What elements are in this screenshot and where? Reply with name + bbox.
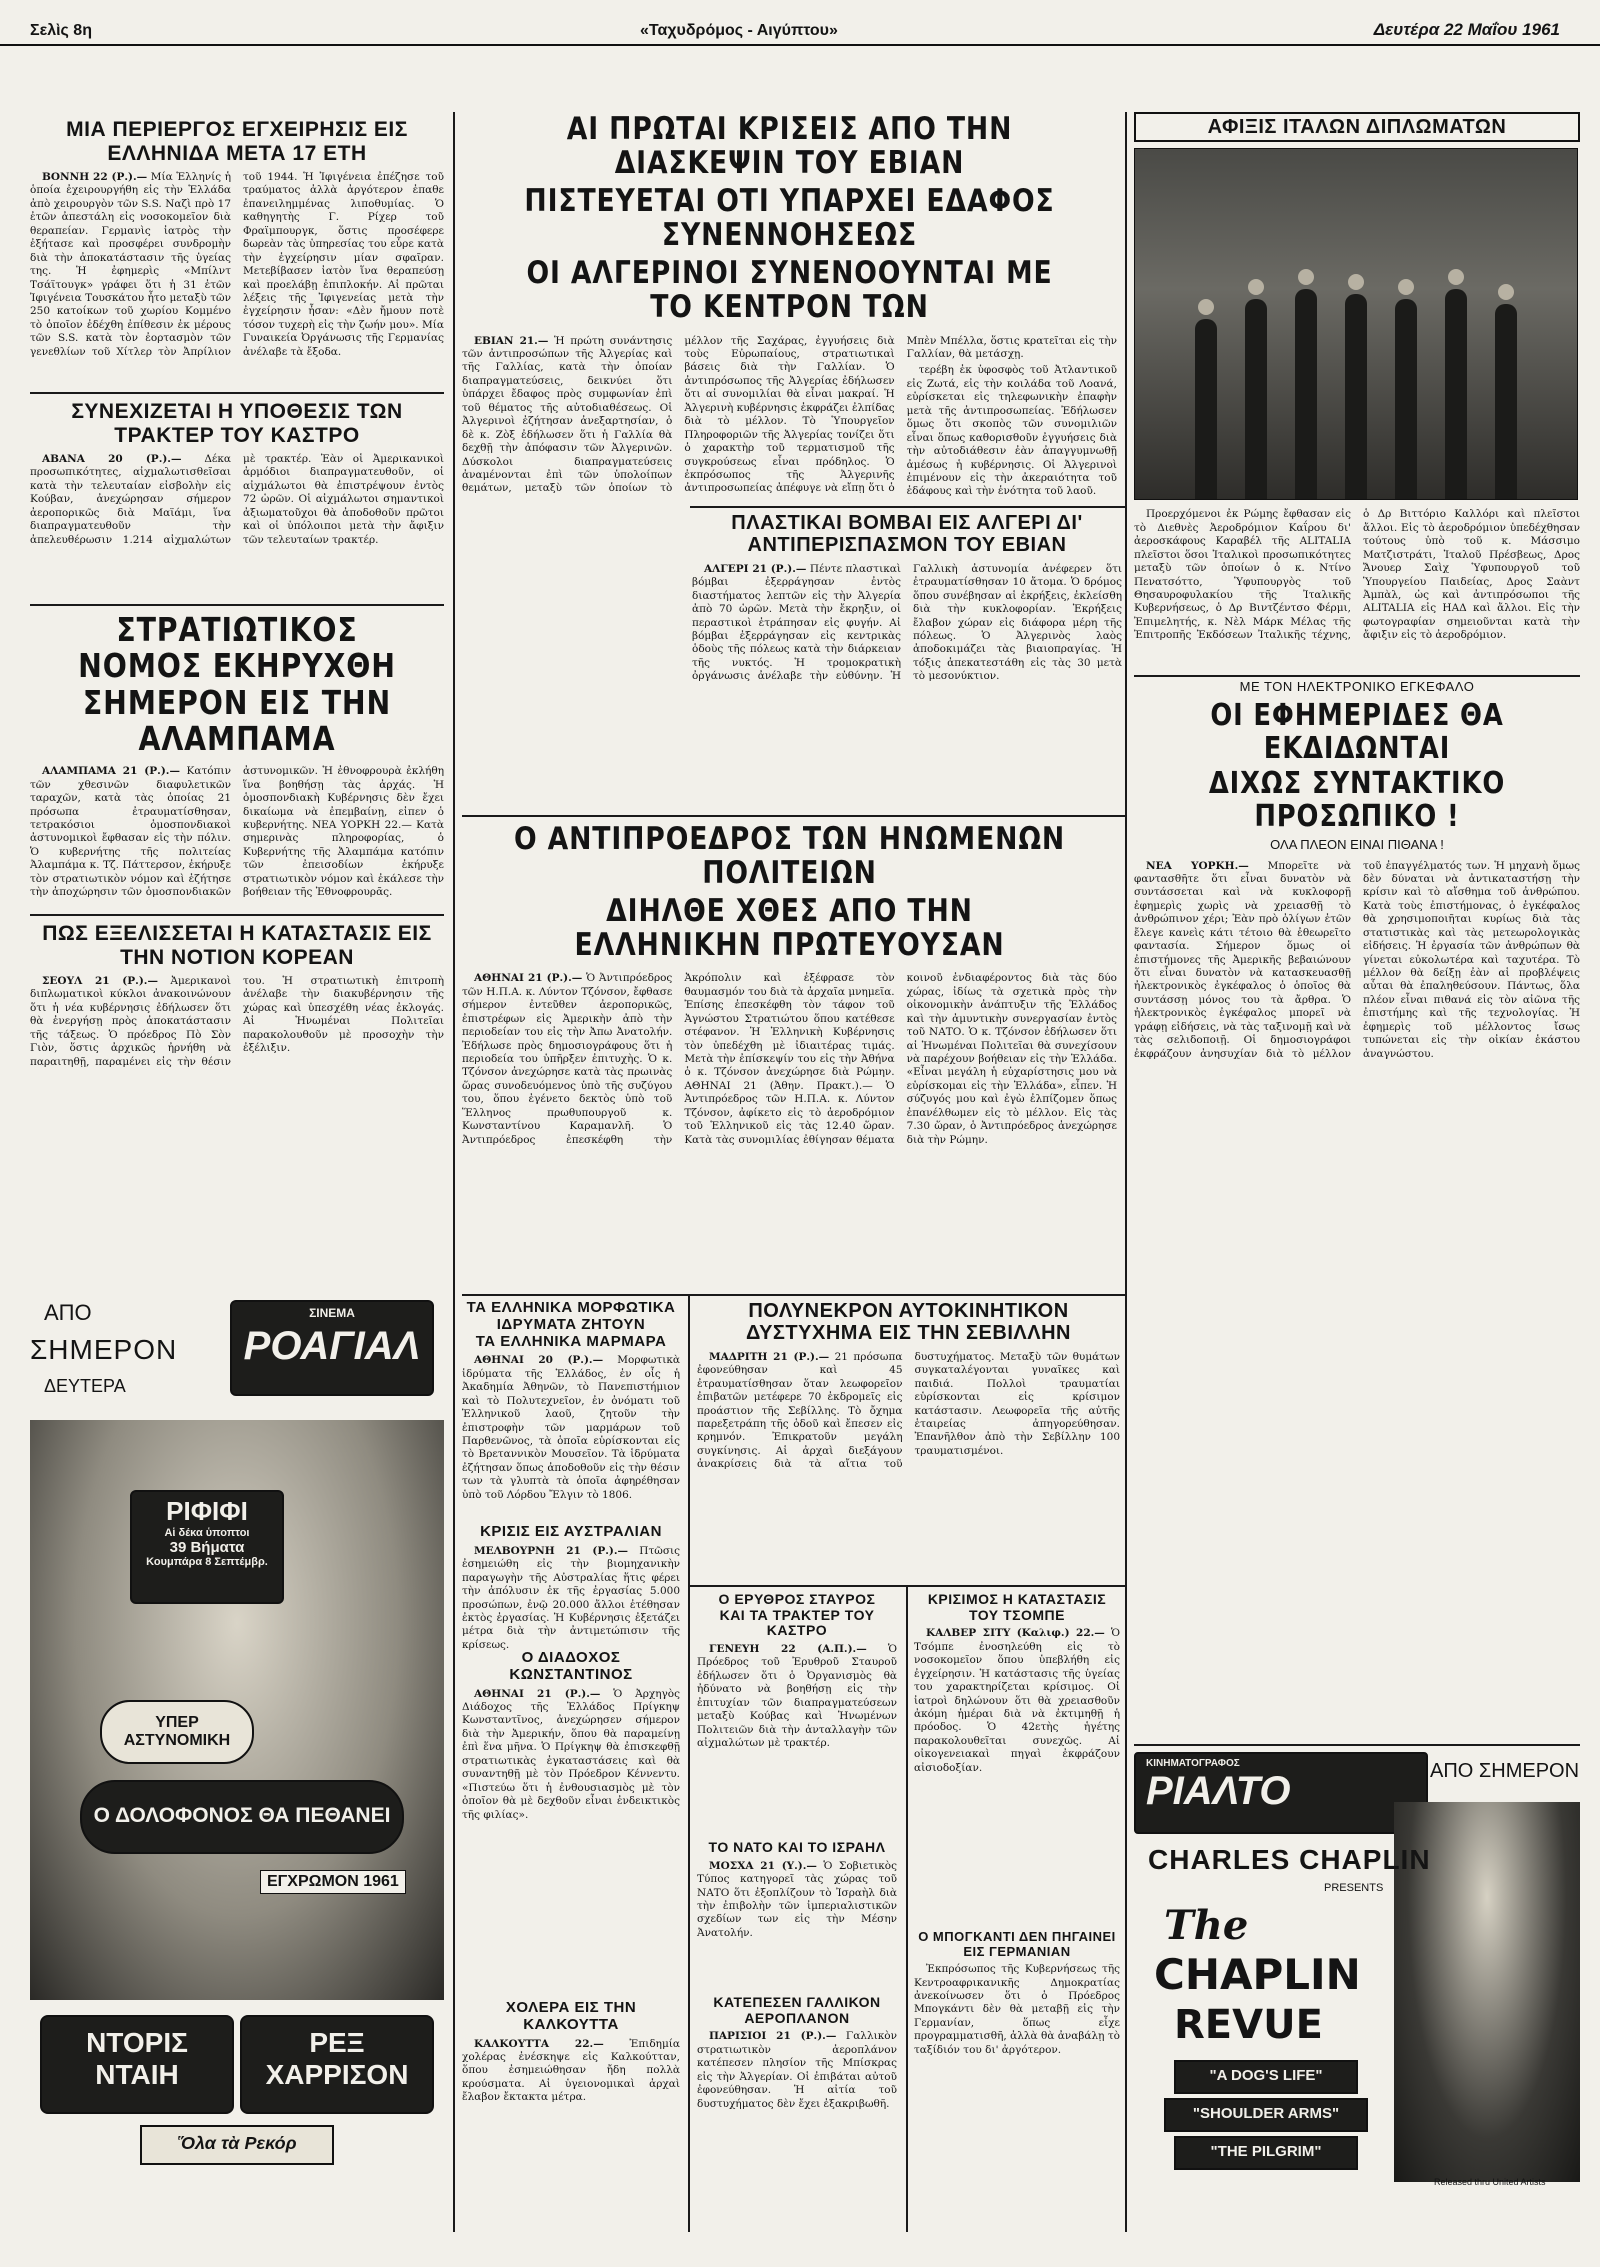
article-body: Ἀμερικανοὶ διπλωματικοὶ κύκλοι ἀνακοινώνουν ὅτι ἡ νέα κυβέρνησις ἐδήλωσεν ὅτι θὰ ἐνεργήσῃ πρὸς ἀποκατάστασιν τῆς τάξεως. Ὁ πρόεδρος Πὸ Σὸν Γιὸν, ὅστις ἀρχικῶς ἠρνήθη νὰ παραιτηθῇ, παραμένει εἰς τὴν θέσιν του. Ἡ στρατιωτικὴ ἐπιτροπὴ ἀνέλαβε τὴν διακυβέρνησιν τῆς χώρας καὶ ὑπεσχέθη νέας ἐκλογάς. Αἱ Ἡνωμέναι Πολιτεῖαι παρακολουθοῦν μὲ προσοχὴν τὴν ἐξέλιξιν.	[30, 975, 444, 1068]
dateline: ΚΑΛΚΟΥΤΤΑ 22.—	[474, 2037, 604, 2050]
dateline: ΓΕΝΕΥΗ 22 (Α.Π.).—	[709, 1643, 867, 1656]
star-rex-harrison	[240, 2015, 434, 2114]
film-police-box	[100, 1700, 254, 1764]
headline: ΠΩΣ ΕΞΕΛΙΣΣΕΤΑΙ Η ΚΑΤΑΣΤΑΣΙΣ ΕΙΣ ΤΗΝ ΝΟΤΙΟΝ ΚΟΡΕΑΝ	[42, 922, 432, 969]
article-tshombe	[914, 1592, 1120, 1922]
subheadline: ΤΟΥ ΤΣΟΜΠΕ	[969, 1606, 1065, 1623]
color-year: ΕΓΧΡΩΜΟΝ 1961	[260, 1870, 406, 1894]
article-bogandi	[914, 1930, 1120, 2200]
revue-title-chaplin: CHAPLIN	[1154, 1950, 1361, 1999]
dateline: ΜΕΛΒΟΥΡΝΗ 21 (Ρ.).—	[474, 1544, 629, 1557]
presents-label: PRESENTS	[1324, 1882, 1384, 1894]
section-rule	[462, 1294, 1125, 1296]
article-constantine	[462, 1650, 680, 1990]
film-title: Ο ΔΟΛΟΦΟΝΟΣ ΘΑ ΠΕΘΑΝΕΙ	[93, 1804, 391, 1827]
dateline: ΜΟΣΧΑ 21 (Υ.).—	[709, 1859, 817, 1872]
cinema-logo	[230, 1300, 434, 1396]
star-doris-day	[40, 2015, 234, 2114]
headline: ΑΦΙΞΙΣ ΙΤΑΛΩΝ ΔΙΠΛΩΜΑΤΩΝ	[1134, 112, 1580, 142]
cinema-tag: ΣΙΝΕΜΑ	[309, 1306, 355, 1320]
newspaper-name: «Ταχυδρόμος - Αιγύπτου»	[640, 22, 838, 39]
distributor-credit: Released thru United Artists	[1434, 2177, 1546, 2187]
ad-footer-text: Ὅλα τὰ Ρεκόρ	[177, 2133, 297, 2153]
subheadline: ΟΛΑ ΠΛΕΟΝ ΕΙΝΑΙ ΠΙΘΑΝΑ !	[1270, 836, 1444, 852]
article-korea	[30, 922, 444, 1192]
article-cholera	[462, 2000, 680, 2200]
article-body: Πέντε πλαστικαὶ βόμβαι ἐξερράγησαν ἐντὸς διαστήματος λεπτῶν εἰς τὴν Ἀλγερία ἀπὸ 70 ὡρῶν. Μετὰ τὴν ἔκρηξιν, οἱ περαστικοὶ ἐτράπησαν εἰς φυγήν. Αἱ βόμβαι ἐξερράγησαν εἰς κεντρικὰς ὁδοὺς τῆς πόλεως κατὰ τὴν διάρκειαν τῆς νυκτός. Ἡ τρομοκρατικὴ ὀργάνωσις ἀνέλαβε τὴν εὐθύνην. Ἡ Γαλλικὴ ἀστυνομία ἀνέφερεν ὅτι ἐτραυματίσθησαν 10 ἄτομα. Ὁ δρόμος ὅπου συνέβησαν αἱ ἐκρήξεις, ἐκλείσθη διὰ τὴν κυκλοφορίαν. Ἐκρήξεις ἔλαβον χώραν εἰς διάφορα μέρη τῆς πόλεως. Ὁ Ἀλγερινὸς λαὸς ἀποδοκιμάζει τὰς βιαιοπραγίας. Ἡ τόξις ἀπεκατεστάθη εἰς τὰς 30 μετὰ τὸ μεσονύκτιον.	[692, 562, 1122, 683]
film-shoulder-arms	[1164, 2098, 1368, 2132]
column-rule	[453, 112, 455, 2232]
presenter-name: CHARLES CHAPLIN	[1148, 1844, 1431, 1875]
film-title: ΡΙΦΙΦΙ	[166, 1496, 248, 1526]
cinema-ad-chaplin	[1134, 1752, 1580, 2202]
dateline: ΣΕΟΥΛ 21 (Ρ.).—	[42, 975, 158, 988]
dateline: ΝΕΑ ΥΟΡΚΗ.—	[1146, 859, 1249, 872]
headline: ΔΙΧΩΣ ΣΥΝΤΑΚΤΙΚΟ ΠΡΟΣΩΠΙΚΟ !	[1208, 765, 1506, 834]
article-body: Μπορεῖτε νὰ φαντασθῆτε ὅτι εἶναι δυνατὸν νὰ συντάσσεται καὶ νὰ κυκλοφορῇ ἐφημερὶς χωρὶς νὰ χρειασθῇ τὸ ἀνθρώπινον χέρι; Ἐὰν πρὸ ὀλίγων ἐτῶν ἔλεγε κανεὶς κάτι τέτοιο θὰ ἐθεωρεῖτο φαντασία. Σήμερον ὅμως οἱ ἐπιστήμονες τῆς Ἀμερικῆς βεβαιώνουν ὅτι εἶναι δυνατὸν νὰ κατασκευασθῇ ἠλεκτρονικὸς ἐγκέφαλος ὁ ὁποῖος θὰ συντάσσῃ μόνος του τὰ ἄρθρα. Ὁ ἠλεκτρονικὸς ἐγκέφαλος μπορεῖ νὰ γράφῃ εἰδήσεις, νὰ τὰς ταξινομῇ καὶ νὰ τὰς σελιδοποιῇ. Οἱ δημοσιογράφοι ἐκφράζουν ἀνησυχίαν διὰ τὸ μέλλον τοῦ ἐπαγγέλματός των. Ἡ μηχανὴ ὅμως δὲν δύναται νὰ ἀντικαταστήσῃ τὴν κρίσιν καὶ τὸ αἴσθημα τοῦ ἀνθρώπου. Κατὰ τοὺς ἐπιστήμονας, ὁ ἐγκέφαλος θὰ χρησιμοποιῆται κυρίως διὰ τὰς στατιστικὰς καὶ τὰς μετεωρολογικὰς εἰδήσεις. Ἡ ἐργασία τῶν ἀνθρώπων θὰ γίνεται εὐκολωτέρα καὶ ταχυτέρα. Τὸ μέλλον θὰ δείξῃ ἐὰν αἱ προβλέψεις αὗται θὰ ἐπαληθεύσουν. Πάντως, ὅλα πλέον εἶναι πιθανά εἰς τὸν αἰῶνα τῆς ἐπιστήμης καὶ τῆς τεχνολογίας. Ἡ ἐφημερὶς τοῦ μέλλοντος ἴσως τυπώνεται εἰς τὴν οἰκίαν ἑκάστου ἀναγνώστου.	[1134, 859, 1580, 1060]
article-body: Μορφωτικὰ ἱδρύματα τῆς Ἑλλάδος, ἐν οἷς ἡ Ἀκαδημία Ἀθηνῶν, τὸ Πανεπιστήμιον καὶ τὸ Πολυτεχνεῖον, ἐν ὀνόματι τοῦ Ἑλληνικοῦ λαοῦ, ζητοῦν τὴν ἐπιστροφὴν τῶν μαρμάρων τοῦ Παρθενῶνος, τὰ ὁποῖα εὑρίσκονται εἰς τὸ Βρεταννικὸν Μουσεῖον. Τὰ ἱδρύματα ἐζήτησαν ὅπως ἀποδοθοῦν εἰς τὴν θέσιν των τὰ γλυπτὰ τὰ ὁποῖα ἀφηρέθησαν ὑπὸ τοῦ Λόρδου Ἔλγιν τὸ 1806.	[462, 1354, 681, 1501]
headline: ΠΟΛΥΝΕΚΡΟΝ ΑΥΤΟΚΙΝΗΤΙΚΟΝ	[748, 1300, 1069, 1322]
diplomats-photo	[1134, 148, 1578, 500]
film-note: 39 Βήματα	[169, 1539, 245, 1556]
film-pilgrim	[1174, 2136, 1358, 2170]
section-rule	[30, 392, 444, 394]
dateline: ΑΘΗΝΑΙ 20 (Ρ.).—	[474, 1354, 604, 1367]
headline: ΤΑ ΕΛΛΗΝΙΚΑ ΜΑΡΜΑΡΑ	[475, 1332, 667, 1350]
star-name: ΡΕΞ ΧΑΡΡΙΣΟΝ	[265, 2027, 409, 2090]
issue-date: Δευτέρα 22 Μαΐου 1961	[1373, 20, 1560, 39]
article-alabama	[30, 612, 444, 912]
revue-title-revue: REVUE	[1174, 2002, 1323, 2048]
ad-day-label: ΔΕΥΤΕΡΑ	[44, 1376, 126, 1396]
page-number: Σελὶς 8η	[30, 22, 92, 39]
dateline: ΕΒΙΑΝ 21.—	[474, 334, 549, 347]
column-rule	[1125, 112, 1127, 2232]
masthead	[0, 20, 1600, 46]
headline: ΑΙ ΠΡΩΤΑΙ ΚΡΙΣΕΙΣ ΑΠΟ ΤΗΝ ΔΙΑΣΚΕΨΙΝ ΤΟΥ ΕΒΙΑΝ	[566, 111, 1013, 182]
film-title: "A DOG'S LIFE"	[1209, 2067, 1323, 2084]
cinema-tag: ΚΙΝΗΜΑΤΟΓΡΑΦΟΣ	[1146, 1758, 1240, 1769]
article-vice-president	[462, 822, 1117, 1292]
subheadline: ΚΑΙ ΤΑ ΤΡΑΚΤΕΡ ΤΟΥ ΚΑΣΤΡΟ	[719, 1606, 875, 1639]
film-title: ΥΠΕΡ ΑΣΤΥΝΟΜΙΚΗ	[123, 1714, 231, 1749]
article-greek-marble	[462, 1300, 680, 1520]
headline: ΤΑ ΕΛΛΗΝΙΚΑ ΜΟΡΦΩΤΙΚΑ	[466, 1299, 676, 1316]
headline: Ο ΑΝΤΙΠΡΟΕΔΡΟΣ ΤΩΝ ΗΝΩΜΕΝΩΝ ΠΟΛΙΤΕΙΩΝ	[513, 821, 1066, 892]
cinema-name: ΡΟΑΓΙΑΛ	[243, 1324, 421, 1368]
dateline: ΑΛΑΜΠΑΜΑ 21 (Ρ.).—	[42, 765, 180, 778]
article-bombs	[692, 512, 1122, 752]
headline: ΣΥΝΕΧΙΖΕΤΑΙ Η ΥΠΟΘΕΣΙΣ ΤΩΝ ΤΡΑΚΤΕΡ ΤΟΥ ΚΑΣΤΡΟ	[71, 400, 403, 447]
headline: ΣΤΡΑΤΙΩΤΙΚΟΣ ΝΟΜΟΣ ΕΚΗΡΥΧΘΗ ΣΗΜΕΡΟΝ ΕΙΣ ΤΗΝ ΑΛΑΜΠΑΜΑ	[78, 610, 396, 758]
photo-caption: Προερχόμενοι ἐκ Ρώμης ἔφθασαν εἰς τὸ Διεθνὲς Ἀεροδρόμιον Καΐρου δι' ἀεροσκάφους Καραβέλ τῆς ALITALIA πλεῖστοι ὅσοι Ἰταλικοὶ προσωπικότητες μεταξὺ τῶν ὁποίων ὁ κ. Ντίνο Πενατσόττο, Ὑφυπουργὸς τοῦ Θησαυροφυλακίου τῆς Ἰταλικῆς Κυβερνήσεως, ὁ Δρ Βιντζέντσο Φέρμι, Ἐπιμελητής, κ. Νὲλ Μάρκ Μέλας τῆς Ἐπιτροπῆς Ἐκδόσεων Ἰταλικῆς τέχνης, ὁ Δρ Βιττόριο Καλλόρι καὶ πλεῖστοι ἄλλοι. Εἰς τὸ ἀεροδρόμιον ὑπεδέχθησαν τούτους ὑπὸ τοῦ κ. Μάσσιμο Ματζιστράτι, Ἰταλοῦ Πρέσβεως, Δρος Ἄνουερ Σαὶχ Ὑφυπουργοῦ τοῦ Ὑπουργείου Παιδείας, Δρος Σαὰντ Ἀμπὰλ, ὡς καὶ ἀντιπρόσωποι τῆς ALITALIA εἰς ΗΑΔ καὶ ἄλλοι. Εἰς τὴν φωτογραφίαν σημειοῦνται κατὰ τὴν ἄφιξιν εἰς τὸ ἀεροδρόμιον.	[1134, 508, 1580, 642]
cinema-ad-from-today	[30, 1300, 444, 2180]
column-rule	[906, 1585, 908, 2232]
article-australia	[462, 1523, 680, 1651]
headline: ΟΙ ΕΦΗΜΕΡΙΔΕΣ ΘΑ ΕΚΔΙΔΩΝΤΑΙ	[1210, 697, 1504, 766]
headline: Ο ΕΡΥΘΡΟΣ ΣΤΑΥΡΟΣ	[718, 1591, 876, 1607]
film-murderer-box	[80, 1780, 404, 1854]
dateline: ΜΑΔΡΙΤΗ 21 (Ρ.).—	[709, 1350, 830, 1363]
headline: ΧΟΛΕΡΑ ΕΙΣ ΤΗΝ ΚΑΛΚΟΥΤΤΑ	[505, 1999, 637, 2033]
headline: Ο ΜΠΟΓΚΑΝΤΙ ΔΕΝ ΠΗΓΑΙΝΕΙ ΕΙΣ ΓΕΡΜΑΝΙΑΝ	[918, 1929, 1116, 1959]
subheadline: ΠΙΣΤΕΥΕΤΑΙ ΟΤΙ ΥΠΑΡΧΕΙ ΕΔΑΦΟΣ ΣΥΝΕΝΝΟΗΣΕΩΣ	[524, 183, 1055, 254]
film-title: "THE PILGRIM"	[1210, 2143, 1322, 2160]
article-red-cross	[697, 1592, 897, 1832]
article-body: Κατόπιν τῶν χθεσινῶν διαφυλετικῶν ταραχῶν, κατὰ τὰς ὁποίας 21 πρόσωπα ἐτραυματίσθησαν, τετρακόσιοι ὁμοσπονδιακοὶ ἀστυνομικοὶ ἔφθασαν εἰς τὴν πόλιν. Ὁ κυβερνήτης τῆς πολιτείας Ἀλαμπάμα κ. Τζ. Πάττερσον, ἐκήρυξε τὸν στρατιωτικὸν νόμον καὶ ἐζήτησε τὴν ἀποχώρησιν τῶν ὁμοσπονδιακῶν ἀστυνομικῶν. Ἡ ἐθνοφρουρὰ ἐκλήθη ἵνα βοηθήσῃ τὰς ἀρχάς. Ἡ ὁμοσπονδιακὴ Κυβέρνησις δὲν ἔχει δικαίωμα νὰ ἐπεμβαίνῃ, εἰπεν ὁ κυβερνήτης. ΝΕΑ ΥΟΡΚΗ 22.— Κατὰ σημερινὰς πληροφορίας, ὁ Κυβερνήτης τῆς Ἀλαμπάμα κατόπιν τῶν ἐπεισοδίων ἐκήρυξε στρατιωτικὸν νόμον καὶ ἐκάλεσε τὴν βοήθειαν τῆς Ἐθνοφρουρᾶς.	[30, 765, 444, 899]
cinema-logo	[1134, 1752, 1428, 1834]
article-body: Δέκα προσωπικότητες, αἰχμαλωτισθεῖσαι κατὰ τὴν τελευταίαν εἰσβολὴν εἰς Κούβαν, ἀνεχώρησαν σήμερον ἀεροπορικῶς διὰ Μαϊάμι, ἵνα διαπραγματευθοῦν τὴν ἀπελευθέρωσιν 1.214 αἰχμαλώτων μὲ τρακτέρ. Ἐὰν οἱ Ἀμερικανικοὶ ἀρμόδιοι διαπραγματευθοῦν, οἱ αἰχμάλωτοι θὰ ἐπιστρέψουν ἐντὸς 72 ὡρῶν. Οἱ αἰχμάλωτοι σημαντικοὶ ἀξιωματοῦχοι θὰ ἀποδοθοῦν πρῶτοι καὶ οἱ ὑπόλοιποι μετὰ τὴν ἄφιξιν τῶν τελευταίων τρακτέρ.	[30, 453, 444, 546]
section-rule	[1134, 675, 1580, 677]
dateline: ΚΑΛΒΕΡ ΣΙΤΥ (Καλιφ.) 22.—	[926, 1627, 1105, 1640]
film-note: Κουμπάρα 8 Σεπτέμβρ.	[146, 1556, 268, 1568]
headline: ΙΔΡΥΜΑΤΑ ΖΗΤΟΥΝ	[496, 1315, 646, 1333]
article-body: Ὁ Ἀντιπρόεδρος τῶν Η.Π.Α. κ. Λύντον Τζόνσον, ἔφθασε σήμερον ἐντεῦθεν ἀεροπορικῶς, ἐπιστρέφων εἰς Ἀμερικὴν ἀπὸ τὴν περιοδείαν του εἰς τὴν Ἀπω Ἀνατολήν. Ἐδήλωσε πρὸς δημοσιογράφους ὅτι ἡ περιοδεία του ὑπῆρξεν ἐπιτυχὴς. Ὁ κ. Τζόνσον ἀνεχώρησε κατὰ τὰς πρωινὰς ὥρας συνοδευόμενος ὑπὸ τῆς συζύγου του, ὅπου ἐγένετο δεκτὸς ὑπὸ τοῦ Ἕλληνος πρωθυπουργοῦ κ. Κωνσταντίνου Καραμανλῆ. Ὁ Ἀντιπρόεδρος ἐπεσκέφθη τὴν Ἀκρόπολιν καὶ ἐξέφρασε τὸν θαυμασμόν του διὰ τὰ ἀρχαῖα μνημεῖα. Ἐπίσης ἐπεσκέφθη τὸν τάφον τοῦ Ἀγνώστου Στρατιώτου ὅπου κατέθεσε στέφανον. Ἡ Ἑλληνικὴ Κυβέρνησις τὸν ὑπεδέχθη μὲ ἰδιαιτέρας τιμάς. Μετὰ τὴν ἐπίσκεψίν του εἰς τὴν Ἀθήνα ὁ κ. Τζόνσον ἀνεχώρησε διὰ Ρώμην. ΑΘΗΝΑΙ 21 (Ἀθην. Πρακτ.).— Ὁ Ἀντιπρόεδρος τῶν Η.Π.Α. κ. Λύντον Τζόνσον, ἀφίκετο εἰς τὸ ἀεροδρόμιον τοῦ Ἑλληνικοῦ εἰς τὰς 12.40 ὥραν. Κατὰ τὰς συνομιλίας ἐθίγησαν θέματα κοινοῦ ἐνδιαφέροντος διὰ τὰς δύο χώρας, ἰδίως τὰ σχετικὰ πρὸς τὴν οἰκονομικὴν ἀνάπτυξιν τῆς Ἑλλάδος καὶ τὴν ἀμυντικὴν συνεργασίαν ἐντὸς τοῦ ΝΑΤΟ. Ὁ κ. Τζόνσον ἐδήλωσεν ὅτι αἱ Ἡνωμέναι Πολιτεῖαι θὰ συνεχίσουν νὰ παρέχουν βοήθειαν εἰς τὴν Ἑλλάδα. «Εἶναι μεγάλη ἡ εὐχαρίστησις μου νὰ εὑρίσκομαι εἰς τὴν Ἑλλάδα», εἶπεν. Ἡ σύζυγός μου καὶ ἐγὼ ἐλπίζομεν ὅπως ἐπανέλθωμεν εἰς τὸ μέλλον. Εἰς τὰς 7.30 ὥραν, ὁ Ἀντιπρόεδρος ἀνεχώρησε διὰ τὴν Ρώμην.	[462, 972, 1117, 1146]
article-italian-diplomats	[1134, 112, 1580, 672]
cinema-name: ΡΙΑΛΤΟ	[1146, 1769, 1291, 1813]
subheadline: ΔΙΗΛΘΕ ΧΘΕΣ ΑΠΟ ΤΗΝ ΕΛΛΗΝΙΚΗΝ ΠΡΩΤΕΥΟΥΣΑΝ	[574, 893, 1005, 964]
dateline: ΒΟΝΝΗ 22 (Ρ.).—	[42, 171, 148, 184]
dateline: ΠΑΡΙΣΙΟΙ 21 (Ρ.).—	[709, 2030, 837, 2043]
section-rule	[30, 914, 444, 916]
kicker: ΜΕ ΤΟΝ ΗΛΕΚΤΡΟΝΙΚΟ ΕΓΚΕΦΑΛΟ	[1239, 679, 1475, 694]
headline: ΚΡΙΣΙΜΟΣ Η ΚΑΤΑΣΤΑΣΙΣ	[927, 1591, 1107, 1607]
film-rififi-box	[130, 1490, 284, 1604]
article-body: Ὁ Τσόμπε ἐνοσηλεύθη εἰς τὸ νοσοκομεῖον ὅπου ὑπεβλήθη εἰς ἐγχείρησιν. Ἡ κατάστασις τῆς ὑγείας του χαρακτηρίζεται κρίσιμος. Οἱ ἰατροὶ δηλώνουν ὅτι θὰ χρειασθοῦν ἀκόμη ἡμέραι διὰ νὰ ἐκτιμηθῇ ἡ πρόοδος. Ὁ 42ετὴς ἡγέτης παρακολουθεῖται συνεχῶς. Αἱ οἰκογενειακαὶ πηγαὶ ἐκφράζουν αἰσιοδοξίαν.	[914, 1627, 1120, 1774]
dateline: ΑΛΓΕΡΙ 21 (Ρ.).—	[704, 562, 807, 575]
headline: Ο ΔΙΑΔΟΧΟΣ ΚΩΝΣΤΑΝΤΙΝΟΣ	[509, 1649, 633, 1683]
headline: ΚΡΙΣΙΣ ΕΙΣ ΑΥΣΤΡΑΛΙΑΝ	[480, 1523, 662, 1540]
ad-today-label: ΣΗΜΕΡΟΝ	[30, 1334, 178, 1365]
article-body: Ὁ Πρόεδρος τοῦ Ἐρυθροῦ Σταυροῦ ἐδήλωσεν ὅτι ὁ Ὀργανισμὸς θὰ ἠδύνατο νὰ βοηθήσῃ εἰς τὴν ἐπιτυχίαν τῶν διαπραγματεύσεων μεταξὺ Κούβας καὶ Ἡνωμένων Πολιτειῶν διὰ τὴν ἀνταλλαγὴν τῶν αἰχμαλώτων μὲ τρακτέρ.	[697, 1643, 897, 1750]
headline: ΠΛΑΣΤΙΚΑΙ ΒΟΜΒΑΙ ΕΙΣ ΑΛΓΕΡΙ ΔΙ' ΑΝΤΙΠΕΡΙΣΠΑΣΜΟΝ ΤΟΥ ΕΒΙΑΝ	[731, 512, 1083, 557]
section-rule	[30, 604, 444, 606]
article-body: Γαλλικὸν στρατιωτικὸν ἀεροπλάνον κατέπεσεν πλησίον τῆς Μπίσκρας εἰς τὴν Ἀλγερίαν. Οἱ ἐπιβάται αὐτοῦ ἐφονεύθησαν. Ἡ αἰτία τοῦ δυστυχήματος δὲν ἔχει ἐξακριβωθῆ.	[697, 2030, 897, 2110]
article-body: τερέβη ἐκ ὑφοσφὸς τοῦ Ἀτλαντικοῦ εἰς Ζωτά, εἰς τὴν κοιλάδα τοῦ Λοανά, εὑρίσκεται εἰς τηλεφωνικὴν ἐπαφὴν μετὰ τῆς ἀντιπροσωπείας. Ἐδήλωσεν ὅμως ὅτι σκοπὸς τῶν συνομιλιῶν εἶναι ὅπως καθορισθοῦν ἐγγυήσεις διὰ τὴν αὐτοδιάθεσιν ἐὰν ἀπαγγυμνωθῇ ἀμέσως ἡ κυβέρνησις. Οἱ Ἀλγερινοὶ ἐπιμένουν εἰς τὴν ἀκεραιότητα τοῦ ἐδάφους καὶ τὴν ἑνότητα τοῦ λαοῦ.	[906, 364, 1117, 498]
headline: ΚΑΤΕΠΕΣΕΝ ΓΑΛΛΙΚΟΝ ΑΕΡΟΠΛΑΝΟΝ	[713, 1994, 881, 2026]
article-body: Ὁ Σοβιετικὸς Τύπος κατηγορεῖ τὰς χώρας τοῦ ΝΑΤΟ ὅτι ἐξοπλίζουν τὸ Ἰσραὴλ διὰ τὴν ἐπιβολὴν τῶν ἰμπεριαλιστικῶν σχεδίων των εἰς τὴν Μέσην Ἀνατολήν.	[697, 1859, 897, 1939]
subheadline: ΔΥΣΤΥΧΗΜΑ ΕΙΣ ΤΗΝ ΣΕΒΙΛΛΗΝ	[746, 1322, 1071, 1345]
article-electronic-brain	[1134, 680, 1580, 1740]
section-rule	[462, 815, 1125, 817]
article-body: 21 πρόσωπα ἐφονεύθησαν καὶ 45 ἐτραυματίσθησαν ὅταν λεωφορεῖον ἐπιβατῶν μετέφερε 70 ἐκδρομεῖς εἰς προάστιον τῆς Σεβίλλης. Τὸ ὄχημα παρεξετράπη τῆς ὁδοῦ καὶ ἔπεσεν εἰς κρημνόν. Ἐπικρατοῦν μεγάλη συγκίνησις. Αἱ ἀρχαὶ διεξάγουν ἀνακρίσεις διὰ τὰ αἴτια τοῦ δυστυχήματος. Μεταξὺ τῶν θυμάτων συγκαταλέγονται γυναῖκες καὶ παιδιά. Πολλοὶ τραυματίαι εὑρίσκονται εἰς κρίσιμον κατάστασιν. Λεωφορεῖα τῆς αὐτῆς ἑταιρείας ἀπηγορεύθησαν. Ἐπανῆλθον ἀπὸ τὴν Σεβίλλην 100 τραυματισμένοι.	[697, 1350, 1120, 1471]
dateline: ΑΘΗΝΑΙ 21 (Ρ.).—	[474, 1687, 601, 1700]
column-rule	[688, 1294, 690, 2232]
revue-title-the: The	[1164, 1902, 1249, 1949]
ad-from-today: ΑΠΟ ΣΗΜΕΡΟΝ	[1430, 1760, 1580, 1782]
film-note: Αἱ δέκα ὑποπτοι	[164, 1527, 250, 1539]
headline: ΜΙΑ ΠΕΡΙΕΡΓΟΣ ΕΓΧΕΙΡΗΣΙΣ ΕΙΣ ΕΛΛΗΝΙΔΑ ΜΕΤΑ 17 ΕΤΗ	[66, 118, 408, 165]
ad-footer	[140, 2125, 334, 2165]
dateline: ΑΒΑΝΑ 20 (Ρ.).—	[42, 453, 182, 466]
article-plane	[697, 1995, 897, 2195]
article-body: Ἐπιδημία χολέρας ἐνέσκηψε εἰς Καλκούτταν, ὅπου ἐσημειώθησαν ἤδη πολλὰ κρούσματα. Αἱ ὑγειονομικαὶ ἀρχαὶ ἔλαβον ἔκτακτα μέτρα.	[462, 2037, 681, 2104]
article-body: Ὁ Ἀρχηγὸς Διάδοχος τῆς Ἑλλάδος Πρίγκηψ Κωνσταντῖνος, ἀνεχώρησεν σήμερον διὰ τὴν Ἀμερικήν, ὅπου θὰ παραμείνῃ ἐπὶ ἕνα μῆνα. Ὁ Πρίγκηψ θὰ ἐπισκεφθῇ στρατιωτικὰς ἐγκαταστάσεις καὶ θὰ συναντηθῇ μὲ τὸν Πρόεδρον Κέννεντυ. «Πιστεύω ὅτι ἡ ἐνθουσιασμὸς μὲ τὸν ὁποῖον θὰ μὲ δεχθοῦν εἶναι ἐνδεικτικὸς τῆς φιλίας».	[462, 1687, 681, 1821]
star-name: ΝΤΟΡΙΣ ΝΤΑΙΗ	[86, 2027, 188, 2090]
ad-from-label: ΑΠΟ	[44, 1300, 92, 1325]
article-body: Ἡ πρώτη συνάντησις τῶν ἀντιπροσώπων τῆς Ἀλγερίας καὶ τῆς Γαλλίας, κατὰ τὴν ὁποίαν διαπραγματεύσεις, δεικνύει ὅτι ὑπάρχει ἔδαφος πρὸς συμφωνίαν ἐπὶ τοῦ θέματος τῆς αὐτοδιαθέσεως. Οἱ Ἀλγερινοὶ ἐζήτησαν ἀνεξαρτησίαν, ὁ δὲ κ. Ζὸξ ἐδήλωσεν ὅτι ἡ Γαλλία θὰ δεχθῇ τὴν ἀπόφασιν τῶν Ἀλγερινῶν. Δύσκολοι διαπραγματεύσεις ἀναμένονται ἐπὶ τῶν ὑπολοίπων θεμάτων, μεταξὺ τῶν ὁποίων τὸ μέλλον τῆς Σαχάρας, ἐγγυήσεις διὰ τοὺς Εὐρωπαίους, στρατιωτικαὶ βάσεις διὰ τὴν Γαλλίαν. Ὁ ἀντιπρόσωπος τῆς Ἀλγερίας ἐδήλωσεν ὅτι αἱ συνομιλίαι θὰ εἶναι μακραί. Ἡ Ἀλγερινὴ κυβέρνησις ἐκφράζει ἐλπίδας διὰ τὸ μέλλον. Τὸ Ὑπουργεῖον Πληροφοριῶν τῆς Ἀλγερίας τονίζει ὅτι ὁ χαρακτὴρ τοῦ τερματισμοῦ τῆς συγκρούσεως εἶναι πρόδηλος. Ὁ ἐκπρόσωπος τῆς Ἀλγερινῆς ἀντιπροσωπείας ἀπέφυγε νὰ εἴπῃ ὅτι ὁ Μπὲν Μπέλλα, ὅστις κρατεῖται εἰς τὴν Γαλλίαν, θὰ μετάσχῃ.	[462, 334, 1117, 495]
film-title: "SHOULDER ARMS"	[1192, 2105, 1340, 2122]
article-nato	[697, 1840, 897, 1990]
section-rule	[690, 506, 1125, 508]
dateline: ΑΘΗΝΑΙ 21 (Ρ.).—	[474, 972, 583, 985]
subheadline: ΟΙ ΑΛΓΕΡΙΝΟΙ ΣΥΝΕΝΟΟΥΝΤΑΙ ΜΕ ΤΟ ΚΕΝΤΡΟΝ ΤΩΝ	[526, 255, 1053, 326]
article-seville	[697, 1300, 1120, 1580]
article-body: Μία Ἑλληνίς ἡ ὁποία ἐχειρουργήθη εἰς τὴν Ἑλλάδα ἀπὸ χειρουργὸν τῶν S.S. Ναζὶ πρὸ 17 ἐτῶν ἀπεστάλη εἰς νοσοκομεῖον διὰ θεραπείαν. Γερμανὶς ἰατρὸς τὴν ἐξήτασε καὶ προσφέρει συνδρομὴν διὰ τὴν ἀποκατάστασιν τῆς ὑγείας της. Ἡ ἐφημερὶς «Μπίλντ Τσάϊτουγκ» γράφει ὅτι ἡ 31 ἐτῶν Ἰφιγένεια Τουσκάτου ἦτο μεταξὺ τῶν 250 κατοίκων τοῦ χωρίου Κομμένο τὸ ὁποῖον ἐδέχθη ἐπίθεσιν ἐκ μέρους τῶν S.S. κατὰ τὸν ἐορτασμὸν τῶν γενεθλίων τοῦ Χίτλερ τὸν Ἀπρίλιον τοῦ 1944. Ἡ Ἰφιγένεια ἐπέζησε τοῦ τραύματος ἀλλὰ ἀργότερον ἐπαθε ἐπανειλημμένας λιποθυμίας. Ὁ καθηγητὴς Γ. Ρίχερ τοῦ Φραϊμπουργκ, ὅστις προσέφερε δωρεὰν τὰς ὑπηρεσίας του εὗρε κατὰ τὴν ἐγχείρησιν μίαν σφαῖραν. Μετεβίβασεν ἰατὸν ἵνα θεραπεύσῃ καὶ προελάβῃ ἐπιπλοκήν. Αἱ πρῶται λέξεις τῆς Ἰφιγενείας μετὰ τὴν ἐγχείρησιν ἦσαν: «Δὲν ἤμουν ποτὲ τόσον τυχερὴ εἰς τὴν ζωήν μου». Μία Γυναικεία Ὀργάνωσις τῆς Γερμανίας ἀνέλαβε τὰ ἔξοδα.	[30, 171, 444, 358]
article-body: Πτῶσις ἐσημειώθη εἰς τὴν βιομηχανικὴν παραγωγὴν τῆς Αὐστραλίας ἥτις φέρει τὴν ἀπόλυσιν ἐκ τῆς ἐργασίας 5.000 προσώπων, ἐνῷ 20.000 ἄλλοι ἐτέθησαν ἐκτὸς ἐργασίας. Ἡ Κυβέρνησις ἐξετάζει μέτρα διὰ τὴν ἀντιμετώπισιν τῆς κρίσεως.	[462, 1544, 680, 1651]
section-rule	[1134, 1744, 1580, 1746]
article-tractors	[30, 400, 444, 600]
article-surgery	[30, 118, 444, 388]
article-body: Ἐκπρόσωπος τῆς Κυβερνήσεως τῆς Κεντροαφρικανικῆς Δημοκρατίας ἀνεκοίνωσεν ὅτι ὁ Πρόεδρος Μπογκάντι δὲν θὰ μεταβῇ εἰς τὴν Γερμανίαν, ὅπως εἶχε προγραμματισθῆ, ἀλλὰ θὰ ἀναβάλῃ τὸ ταξίδιόν του δι' ἀργότερον.	[914, 1963, 1120, 2056]
headline: ΤΟ ΝΑΤΟ ΚΑΙ ΤΟ ΙΣΡΑΗΛ	[708, 1839, 886, 1855]
film-dogs-life	[1174, 2060, 1358, 2094]
